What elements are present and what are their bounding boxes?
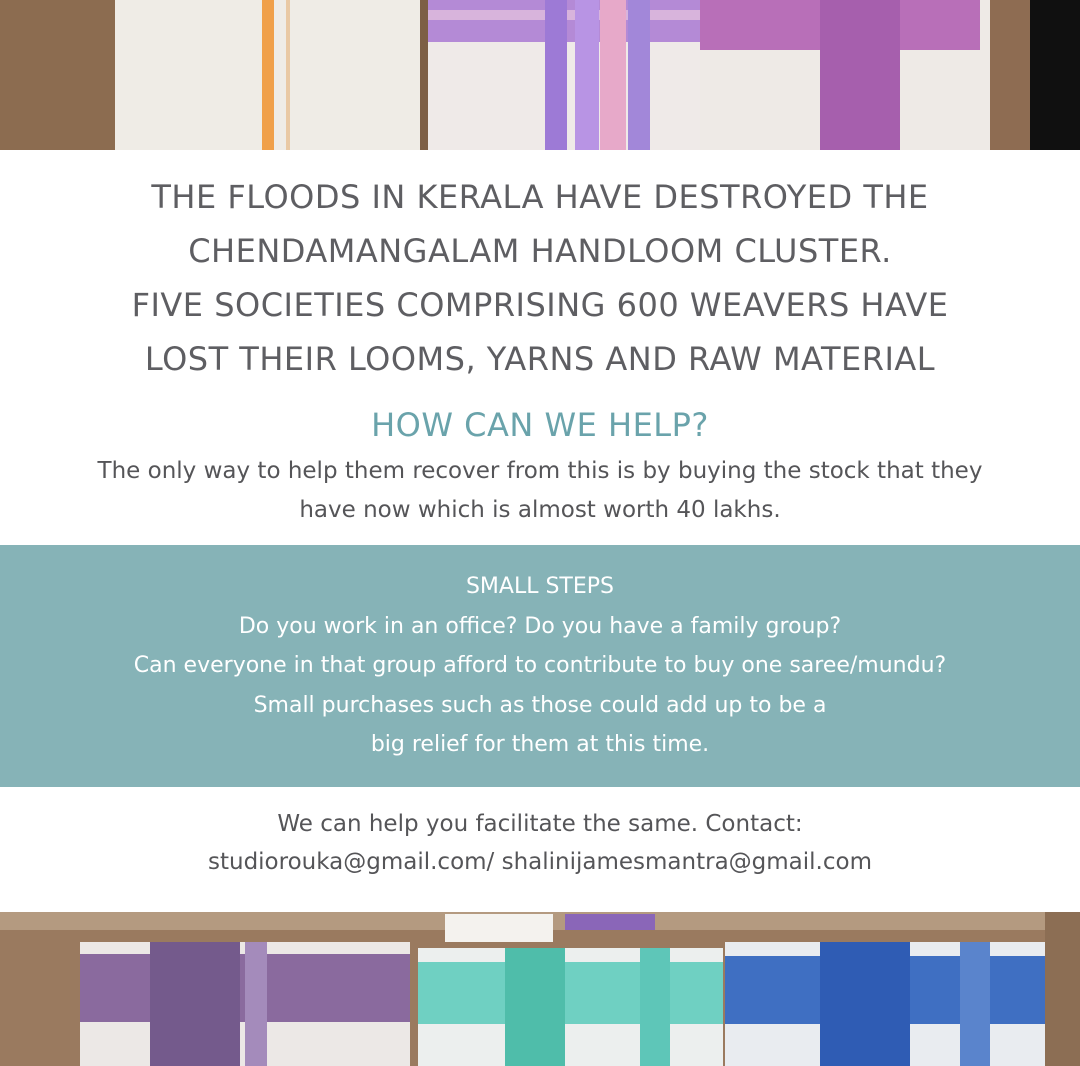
small-steps-line-2: Can everyone in that group afford to contribute to buy one saree/mundu?: [133, 653, 947, 678]
headline-line-1: THE FLOODS IN KERALA HAVE DESTROYED THE: [151, 178, 929, 216]
small-steps-title: SMALL STEPS: [465, 574, 615, 599]
contact-block: [0, 805, 1080, 881]
textile-photo-top: [0, 0, 1080, 150]
headline: [0, 170, 1080, 386]
small-steps-band: [0, 545, 1080, 787]
headline-line-4: LOST THEIR LOOMS, YARNS AND RAW MATERIAL: [144, 340, 936, 378]
contact-line: We can help you facilitate the same. Contact:: [277, 811, 803, 837]
headline-line-2: CHENDAMANGALAM HANDLOOM CLUSTER.: [188, 232, 892, 270]
help-text-line-1: The only way to help them recover from this is by buying the stock that they: [97, 458, 983, 484]
textile-photo-bottom: [0, 912, 1080, 1066]
small-steps-text: [0, 567, 1080, 765]
help-text: [0, 452, 1080, 530]
help-text-line-2: have now which is almost worth 40 lakhs.: [299, 497, 781, 523]
small-steps-line-1: Do you work in an office? Do you have a family group?: [238, 613, 842, 639]
small-steps-line-3: Small purchases such as those could add up to be a: [253, 692, 827, 718]
headline-line-3: FIVE SOCIETIES COMPRISING 600 WEAVERS HAVE: [131, 286, 949, 324]
help-heading: HOW CAN WE HELP?: [371, 406, 709, 444]
small-steps-line-4: big relief for them at this time.: [370, 732, 710, 757]
info-panel: [0, 150, 1080, 912]
contact-emails[interactable]: studiorouka@gmail.com/ shalinijamesmantra@gmail.com: [207, 849, 872, 875]
